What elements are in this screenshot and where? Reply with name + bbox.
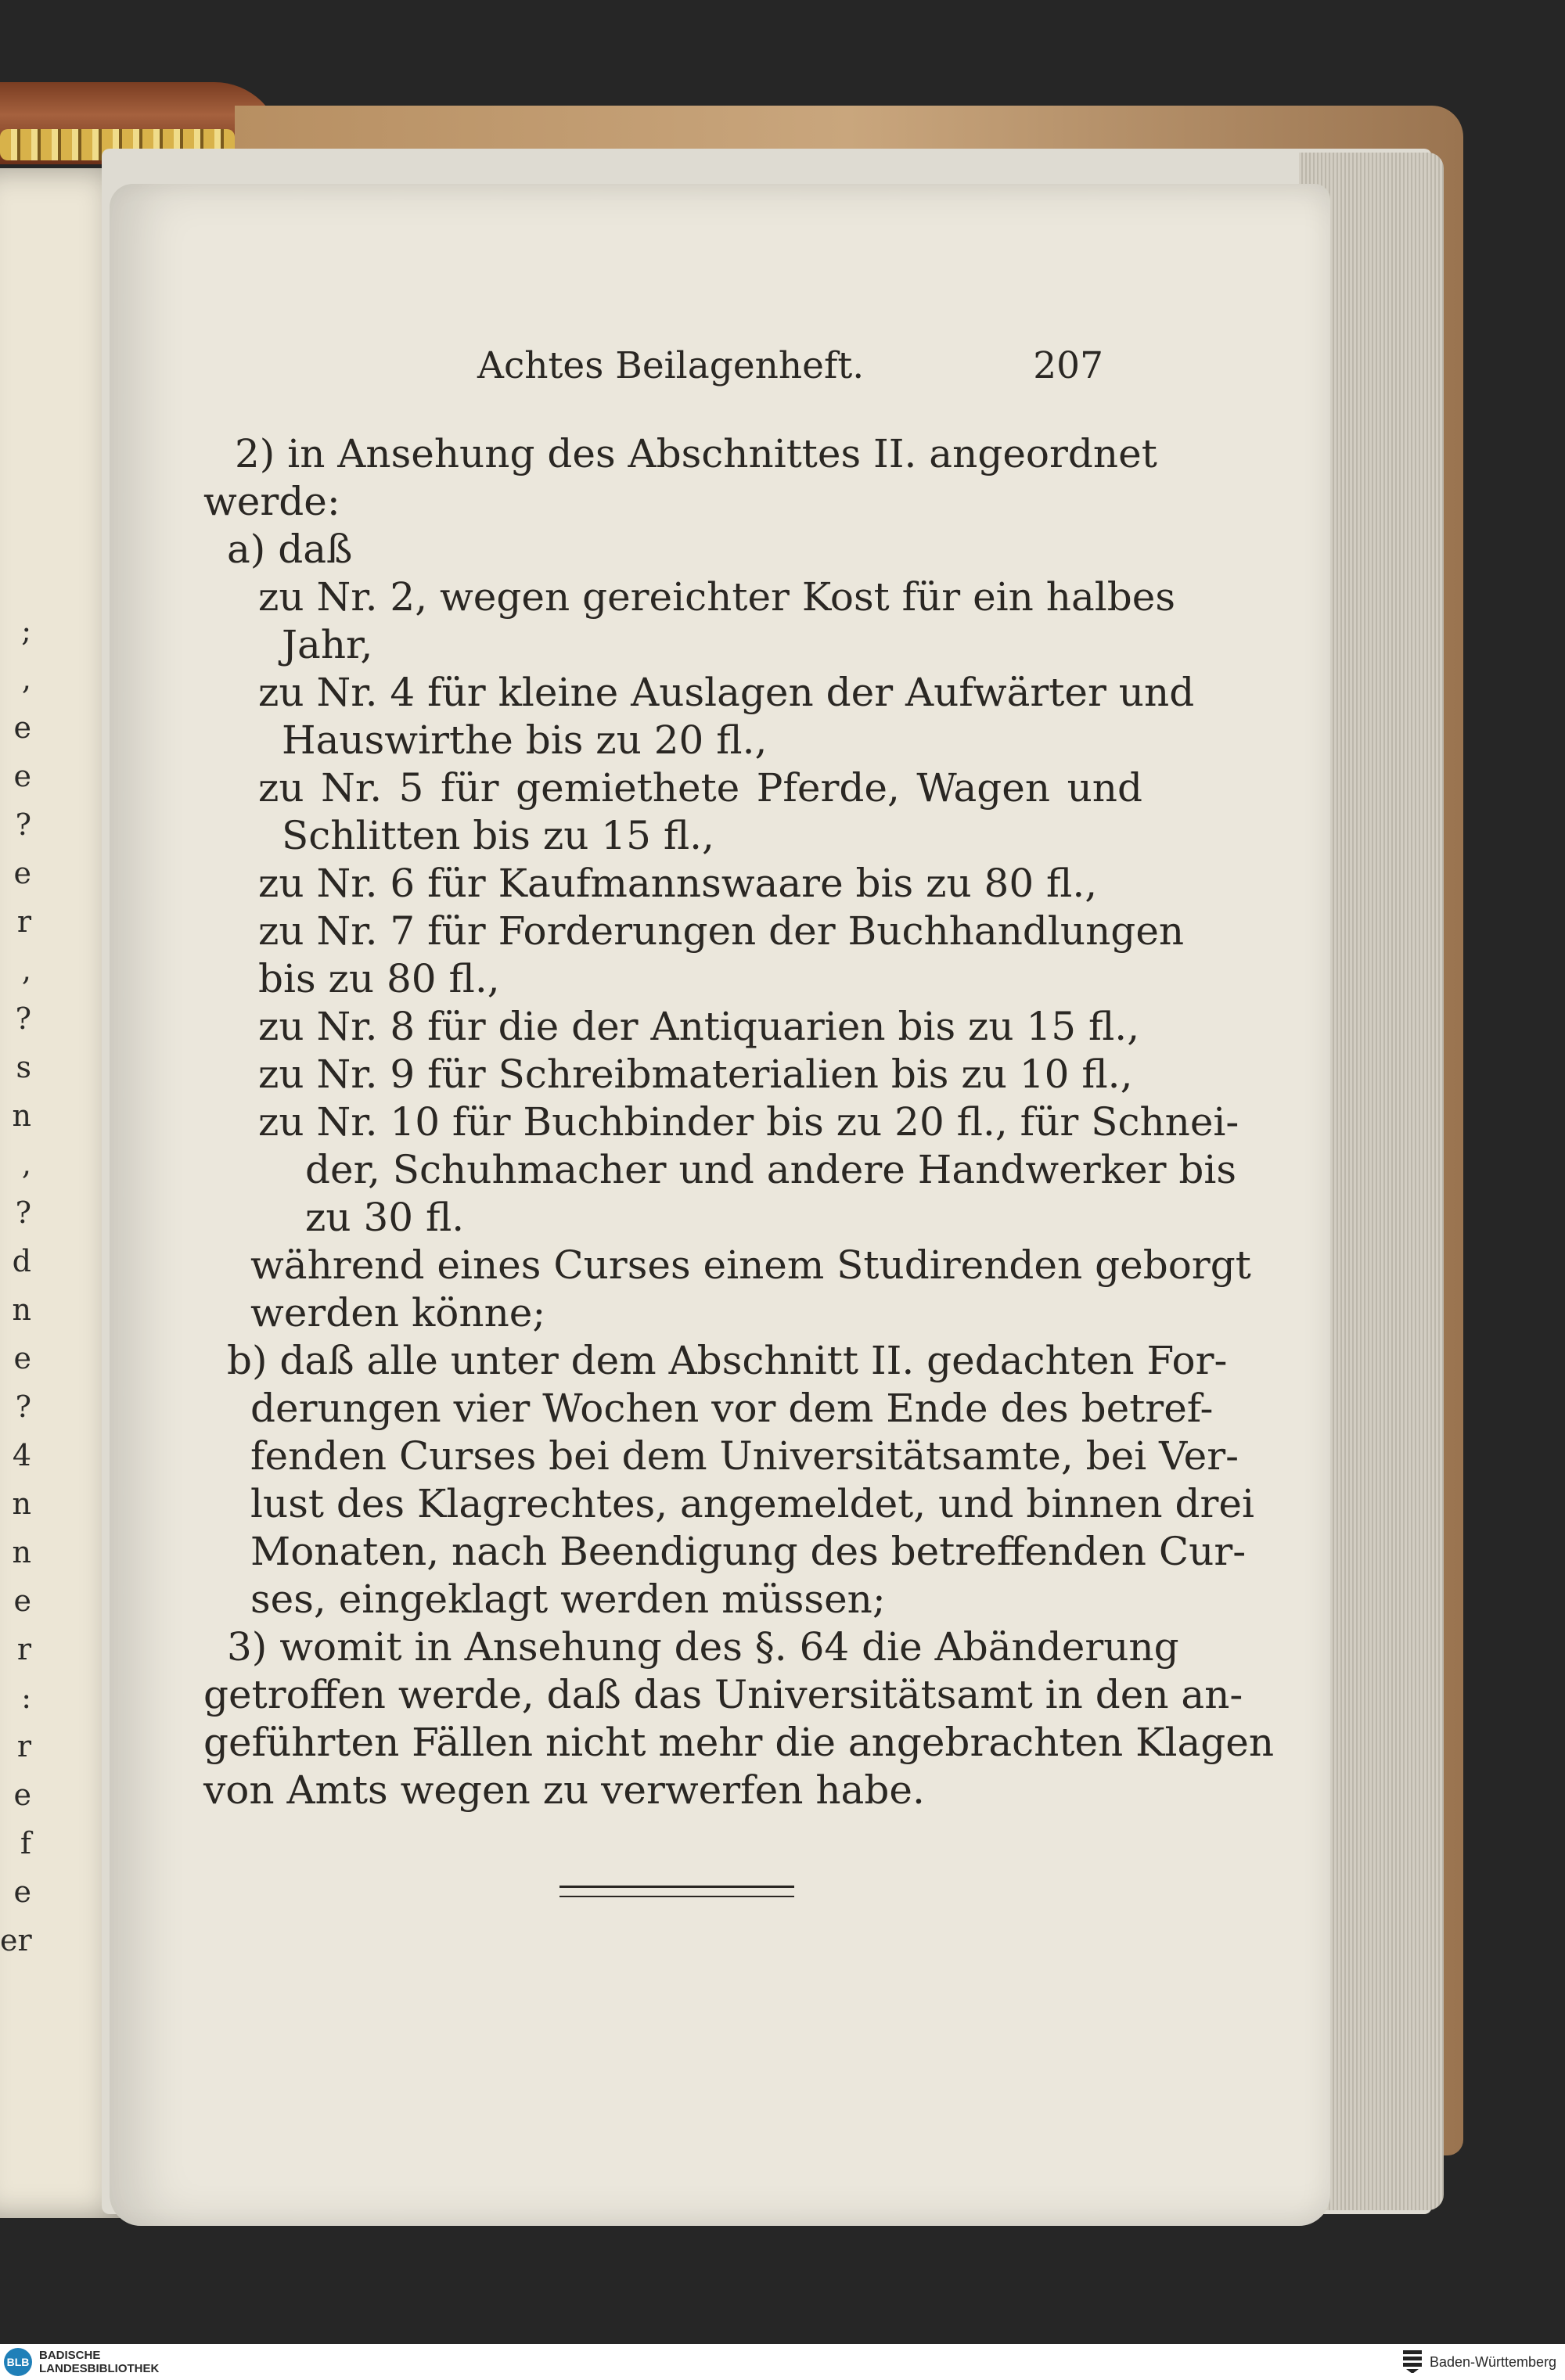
- text-line: zu Nr. 7 für Forderungen der Buchhandlungen: [258, 908, 1185, 954]
- library-name-line1: BADISCHE: [39, 2349, 101, 2362]
- text-line: Monaten, nach Beendigung des betreffenden Cur-: [250, 1529, 1247, 1574]
- baden-wuerttemberg-coat-of-arms-icon: [1403, 2350, 1422, 2374]
- text-line: a) daß: [227, 527, 353, 572]
- body-text: [203, 430, 1275, 1814]
- text-line: bis zu 80 fl.,: [258, 956, 500, 1001]
- text-line: getroffen werde, daß das Universitätsamt in den an-: [203, 1672, 1243, 1717]
- text-line: zu Nr. 9 für Schreibmaterialien bis zu 10 fl.,: [258, 1052, 1133, 1097]
- text-line: zu 30 fl.: [305, 1195, 465, 1240]
- text-line: Hauswirthe bis zu 20 fl.,: [282, 717, 768, 763]
- text-line: Jahr,: [282, 622, 373, 667]
- text-line: zu Nr. 2, wegen gereichter Kost für ein halbes: [258, 574, 1176, 620]
- edge-letter: n: [12, 1535, 31, 1569]
- text-line: Schlitten bis zu 15 fl.,: [282, 813, 714, 858]
- text-line: lust des Klagrechtes, angemeldet, und binnen drei: [250, 1481, 1254, 1526]
- left-page-edge-text: [0, 606, 31, 1965]
- text-line: ses, eingeklagt werden müssen;: [250, 1576, 886, 1622]
- text-line: 2) in Ansehung des Abschnittes II. angeordnet: [235, 431, 1157, 476]
- library-name: [39, 2349, 159, 2375]
- page-number: 207: [1033, 344, 1103, 387]
- footer-bar: [0, 2344, 1565, 2380]
- text-line: b) daß alle unter dem Abschnitt II. gedachten For-: [227, 1338, 1228, 1383]
- text-line: fenden Curses bei dem Universitätsamte, bei Ver-: [250, 1433, 1239, 1479]
- edge-letter: n: [12, 1292, 31, 1327]
- edge-letter: e: [13, 710, 31, 745]
- edge-letter: e: [13, 759, 31, 793]
- text-line: von Amts wegen zu verwerfen habe.: [203, 1767, 925, 1813]
- library-name-line2: LANDESBIBLIOTHEK: [39, 2362, 160, 2375]
- edge-letter: s: [16, 1050, 31, 1084]
- edge-letter: f: [20, 1826, 31, 1860]
- edge-letter: e: [13, 1875, 31, 1909]
- edge-letter: e: [13, 1584, 31, 1618]
- edge-letter: er: [0, 1923, 32, 1958]
- edge-letter: r: [16, 1632, 31, 1666]
- edge-letter: ,: [21, 1147, 31, 1181]
- text-line: während eines Curses einem Studirenden geborgt: [250, 1242, 1251, 1288]
- text-line: zu Nr. 8 für die der Antiquarien bis zu 15 fl.,: [258, 1004, 1140, 1049]
- text-line: 3) womit in Ansehung des §. 64 die Abänderung: [227, 1624, 1179, 1670]
- text-line: werden könne;: [250, 1290, 546, 1336]
- text-line: zu Nr. 10 für Buchbinder bis zu 20 fl., für Schnei-: [258, 1099, 1239, 1145]
- edge-letter: ,: [21, 953, 31, 987]
- edge-letter: ;: [21, 613, 31, 648]
- text-line: zu Nr. 4 für kleine Auslagen der Aufwärter und: [258, 670, 1195, 715]
- header-title: Achtes Beilagenheft.: [477, 344, 865, 387]
- edge-letter: ,: [21, 662, 31, 696]
- text-line: geführten Fällen nicht mehr die angebrachten Klagen: [203, 1720, 1275, 1765]
- edge-letter: ?: [15, 1195, 31, 1230]
- blb-logo-icon: BLB: [4, 2348, 32, 2376]
- text-line: zu Nr. 5 für gemiethete Pferde, Wagen und: [258, 765, 1142, 811]
- edge-letter: n: [12, 1487, 31, 1521]
- text-line: derungen vier Wochen vor dem Ende des betref-: [250, 1386, 1214, 1431]
- edge-letter: ?: [15, 1001, 31, 1036]
- edge-letter: e: [13, 1778, 31, 1812]
- text-line: zu Nr. 6 für Kaufmannswaare bis zu 80 fl.,: [258, 861, 1098, 906]
- edge-letter: n: [12, 1098, 31, 1133]
- edge-letter: e: [13, 856, 31, 890]
- edge-letter: d: [12, 1244, 31, 1278]
- state-name: Baden-Württemberg: [1430, 2354, 1557, 2370]
- edge-letter: ?: [15, 807, 31, 842]
- text-line: werde:: [203, 479, 340, 524]
- section-divider-rule: [559, 1886, 794, 1897]
- text-line: der, Schuhmacher und andere Handwerker bis: [305, 1147, 1237, 1192]
- edge-letter: r: [16, 1729, 31, 1763]
- edge-letter: :: [21, 1681, 31, 1715]
- edge-letter: r: [16, 904, 31, 939]
- edge-letter: ?: [15, 1390, 31, 1424]
- edge-letter: e: [13, 1341, 31, 1375]
- edge-letter: 4: [12, 1438, 31, 1472]
